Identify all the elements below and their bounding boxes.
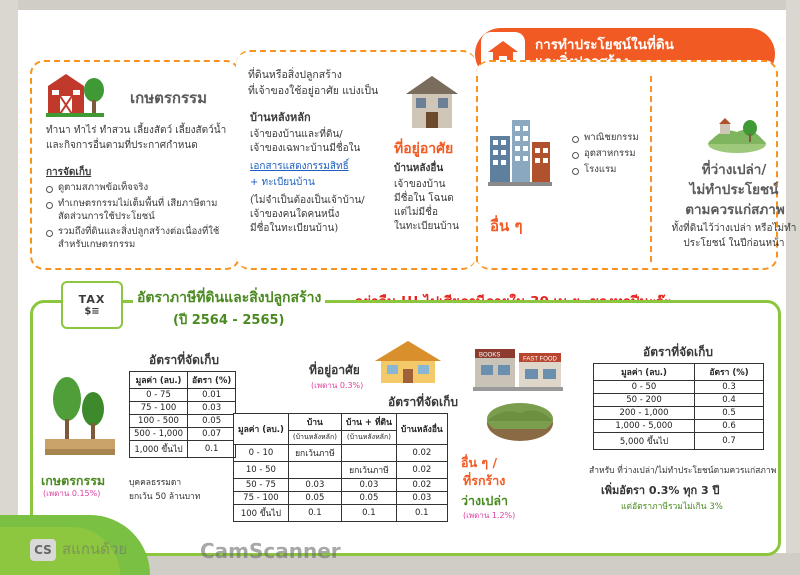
cell: ยกเว้นภาษี bbox=[341, 462, 396, 479]
cell: 500 - 1,000 bbox=[130, 428, 188, 441]
table-row bbox=[594, 394, 764, 407]
tax-badge-line1: TAX bbox=[78, 293, 106, 306]
dry-land-icon bbox=[485, 399, 555, 447]
cell: 0.05 bbox=[341, 492, 396, 505]
agriculture-footnote-1: บุคคลธรรมดา bbox=[129, 478, 182, 488]
table-row bbox=[130, 402, 236, 415]
col-header: อัตรา (%) bbox=[188, 372, 236, 389]
residence-ceiling-note: (เพดาน 0.3%) bbox=[311, 381, 364, 390]
vacant-title-1: ที่ว่างเปล่า/ bbox=[701, 162, 767, 178]
other-rate-heading: อัตราที่จัดเก็บ bbox=[643, 345, 713, 359]
shops-icon bbox=[473, 339, 563, 391]
other-note-1: สำหรับ ที่ว่างเปล่า/ไม่ทำประโยชน์ตามควรแก่สภาพ bbox=[589, 466, 777, 476]
cell: 75 - 100 bbox=[234, 492, 289, 505]
col-header: มูลค่า (ลบ.) bbox=[234, 414, 289, 445]
agriculture-subtitle: การจัดเก็บ bbox=[46, 167, 92, 178]
list-item: ทำเกษตรกรรมไม่เต็มพื้นที่ เสียภาษีตามสัดส่วนการใช้ประโยชน์ bbox=[46, 198, 230, 224]
table-header-row bbox=[130, 372, 236, 389]
table-header-row bbox=[234, 414, 448, 431]
residence-main-desc-3: (ไม่จำเป็นต้องเป็นเจ้าบ้าน/ bbox=[250, 195, 365, 206]
cell: 0.7 bbox=[695, 433, 764, 450]
residence-rate-heading: ที่อยู่อาศัย bbox=[309, 363, 360, 377]
cell: 0.1 bbox=[288, 505, 341, 522]
residence-other-desc-4: ในทะเบียนบ้าน bbox=[394, 221, 459, 232]
vacant-title-2: ไม่ทำประโยชน์ bbox=[689, 182, 779, 198]
paper-edge-left bbox=[0, 0, 18, 575]
cell: 0 - 75 bbox=[130, 389, 188, 402]
other-note-2: เพิ่มอัตรา 0.3% ทุก 3 ปี bbox=[601, 484, 720, 497]
cell: 0.6 bbox=[695, 420, 764, 433]
yellow-house-icon bbox=[371, 339, 445, 385]
cell: 0.3 bbox=[695, 381, 764, 394]
cell: 0.02 bbox=[396, 462, 447, 479]
table-row bbox=[234, 505, 448, 522]
svg-text:BOOKS: BOOKS bbox=[479, 352, 501, 359]
cell bbox=[341, 445, 396, 462]
residence-title: ที่อยู่อาศัย bbox=[394, 141, 454, 157]
residence-other-desc-2: มีชื่อใน โฉนด bbox=[394, 193, 454, 204]
table-row bbox=[594, 420, 764, 433]
cell: 0.02 bbox=[396, 445, 447, 462]
other-bullets bbox=[572, 132, 652, 179]
table-row bbox=[130, 441, 236, 458]
cell: 0.07 bbox=[188, 428, 236, 441]
col-header: บ้าน + ที่ดิน bbox=[341, 414, 396, 431]
cell: 100 - 500 bbox=[130, 415, 188, 428]
cell: 75 - 100 bbox=[130, 402, 188, 415]
residence-other-house-head: บ้านหลังอื่น bbox=[394, 163, 444, 174]
residence-rate-table bbox=[233, 413, 448, 522]
residence-lead-1: ที่ดินหรือสิ่งปลูกสร้าง bbox=[248, 69, 342, 81]
cell: ยกเว้นภาษี bbox=[288, 445, 341, 462]
trees-icon bbox=[45, 365, 115, 461]
barn-icon bbox=[44, 66, 106, 118]
cell: 10 - 50 bbox=[234, 462, 289, 479]
table-row bbox=[130, 389, 236, 402]
cell bbox=[288, 462, 341, 479]
svg-text:FAST FOOD: FAST FOOD bbox=[523, 356, 557, 363]
other-title: อื่น ๆ bbox=[490, 217, 523, 235]
cell: 0.1 bbox=[188, 441, 236, 458]
agriculture-desc: ทำนา ทำไร่ ทำสวน เลี้ยงสัตว์ เลี้ยงสัตว์น้ำ และกิจการอื่นตามที่ประกาศกำหนด bbox=[46, 125, 227, 151]
table-row bbox=[234, 445, 448, 462]
agriculture-rate-table bbox=[129, 371, 236, 458]
cell: 0.5 bbox=[695, 407, 764, 420]
tax-rate-section bbox=[30, 290, 781, 556]
col-header: มูลค่า (ลบ.) bbox=[130, 372, 188, 389]
residence-main-desc-2: เจ้าของเฉพาะบ้านมีชื่อใน bbox=[250, 143, 361, 154]
agriculture-footnote-2: ยกเว้น 50 ล้านบาท bbox=[129, 492, 201, 502]
table-row bbox=[594, 433, 764, 450]
cell: 0 - 50 bbox=[594, 381, 695, 394]
list-item: โรงแรม bbox=[572, 164, 652, 177]
col-header: อัตรา (%) bbox=[695, 364, 764, 381]
table-header-row bbox=[594, 364, 764, 381]
list-item: รวมถึงที่ดินและสิ่งปลูกสร้างต่อเนื่องที่ใช้สำหรับเกษตรกรรม bbox=[46, 226, 230, 252]
agriculture-rate-heading: อัตราที่จัดเก็บ bbox=[149, 353, 219, 367]
table-row bbox=[234, 492, 448, 505]
residence-main-house-head: บ้านหลังหลัก bbox=[250, 111, 311, 124]
camscanner-badge: CS bbox=[30, 539, 56, 561]
cell: 0.03 bbox=[341, 479, 396, 492]
cell: 0.03 bbox=[188, 402, 236, 415]
buildings-icon bbox=[488, 110, 552, 190]
other-rate-label-2: ที่รกร้าง bbox=[463, 473, 506, 488]
other-rate-label-3: ว่างเปล่า bbox=[461, 493, 509, 508]
house-front-icon bbox=[402, 72, 462, 134]
cell: 0.03 bbox=[288, 479, 341, 492]
residence-main-desc-5: มีชื่อในทะเบียนบ้าน) bbox=[250, 223, 339, 234]
tax-section-subtitle: (ปี 2564 - 2565) bbox=[173, 313, 285, 328]
agriculture-rate-label: เกษตรกรรม bbox=[41, 473, 106, 488]
cell: 0.05 bbox=[188, 415, 236, 428]
tax-section-title: อัตราภาษีที่ดินและสิ่งปลูกสร้าง bbox=[133, 287, 325, 309]
vacant-land-icon bbox=[706, 110, 768, 154]
residence-main-desc-1: เจ้าของบ้านและที่ดิน/ bbox=[250, 129, 343, 140]
col-header: บ้านหลังอื่น bbox=[396, 414, 447, 445]
list-item: พาณิชยกรรม bbox=[572, 132, 652, 145]
residence-lead-2: ที่เจ้าของใช้อยู่อาศัย แบ่งเป็น bbox=[248, 85, 379, 97]
residence-main-desc-4: เจ้าของคนใดคนหนึ่ง bbox=[250, 209, 340, 220]
cell: 0.01 bbox=[188, 389, 236, 402]
cell: 50 - 200 bbox=[594, 394, 695, 407]
camscanner-watermark: CamScanner bbox=[200, 539, 341, 563]
table-row bbox=[594, 381, 764, 394]
header-title-line1: การทำประโยชน์ในที่ดิน bbox=[535, 37, 674, 54]
other-note-3: แต่อัตราภาษีรวมไม่เกิน 3% bbox=[621, 502, 723, 512]
paper-edge-right bbox=[786, 0, 800, 575]
table-row bbox=[234, 479, 448, 492]
cell: 1,000 ขึ้นไป bbox=[130, 441, 188, 458]
cell: 0.05 bbox=[288, 492, 341, 505]
col-header: บ้าน bbox=[288, 414, 341, 431]
camscanner-thai-text: สแกนด้วย bbox=[62, 540, 128, 558]
other-rate-label-1: อื่น ๆ / bbox=[461, 455, 498, 470]
tax-badge-icon bbox=[61, 281, 123, 329]
top-section bbox=[20, 14, 797, 274]
residence-main-doc: เอกสารแสดงกรรมสิทธิ์ bbox=[250, 161, 349, 172]
cell: 200 - 1,000 bbox=[594, 407, 695, 420]
cell: 0.1 bbox=[396, 505, 447, 522]
other-rate-table bbox=[593, 363, 764, 450]
agriculture-bullets bbox=[46, 182, 230, 255]
list-item: ดูตามสภาพข้อเท็จจริง bbox=[46, 182, 230, 195]
cell: 0.02 bbox=[396, 479, 447, 492]
tax-badge-line2: $≡ bbox=[84, 306, 100, 317]
other-ceiling-note: (เพดาน 1.2%) bbox=[463, 511, 516, 520]
cell: 1,000 - 5,000 bbox=[594, 420, 695, 433]
cell: 0.03 bbox=[396, 492, 447, 505]
cell: 50 - 75 bbox=[234, 479, 289, 492]
residence-main-plus: + ทะเบียนบ้าน bbox=[250, 177, 315, 188]
residence-other-desc-1: เจ้าของบ้าน bbox=[394, 179, 446, 190]
table-row bbox=[130, 415, 236, 428]
cell: 5,000 ขึ้นไป bbox=[594, 433, 695, 450]
cell: 0 - 10 bbox=[234, 445, 289, 462]
table-row bbox=[234, 462, 448, 479]
col-header: มูลค่า (ลบ.) bbox=[594, 364, 695, 381]
residence-other-desc-3: แต่ไม่มีชื่อ bbox=[394, 207, 438, 218]
col-subheader: (บ้านหลังหลัก) bbox=[288, 431, 341, 445]
vacant-title-3: ตามควรแก่สภาพ bbox=[685, 202, 785, 218]
col-subheader: (บ้านหลังหลัก) bbox=[341, 431, 396, 445]
table-row bbox=[594, 407, 764, 420]
residence-table-title: อัตราที่จัดเก็บ bbox=[388, 395, 458, 409]
vacant-desc: ทั้งที่ดินไว้ว่างเปล่า หรือไม่ทำประโยชน์ ในปีก่อนหน้า bbox=[671, 223, 797, 249]
cell: 100 ขึ้นไป bbox=[234, 505, 289, 522]
cell: 0.1 bbox=[341, 505, 396, 522]
cell: 0.4 bbox=[695, 394, 764, 407]
paper-edge-top bbox=[0, 0, 800, 10]
agriculture-title: เกษตรกรรม bbox=[130, 89, 207, 107]
agriculture-ceiling-note: (เพดาน 0.15%) bbox=[43, 489, 101, 498]
table-row bbox=[130, 428, 236, 441]
list-item: อุตสาหกรรม bbox=[572, 148, 652, 161]
